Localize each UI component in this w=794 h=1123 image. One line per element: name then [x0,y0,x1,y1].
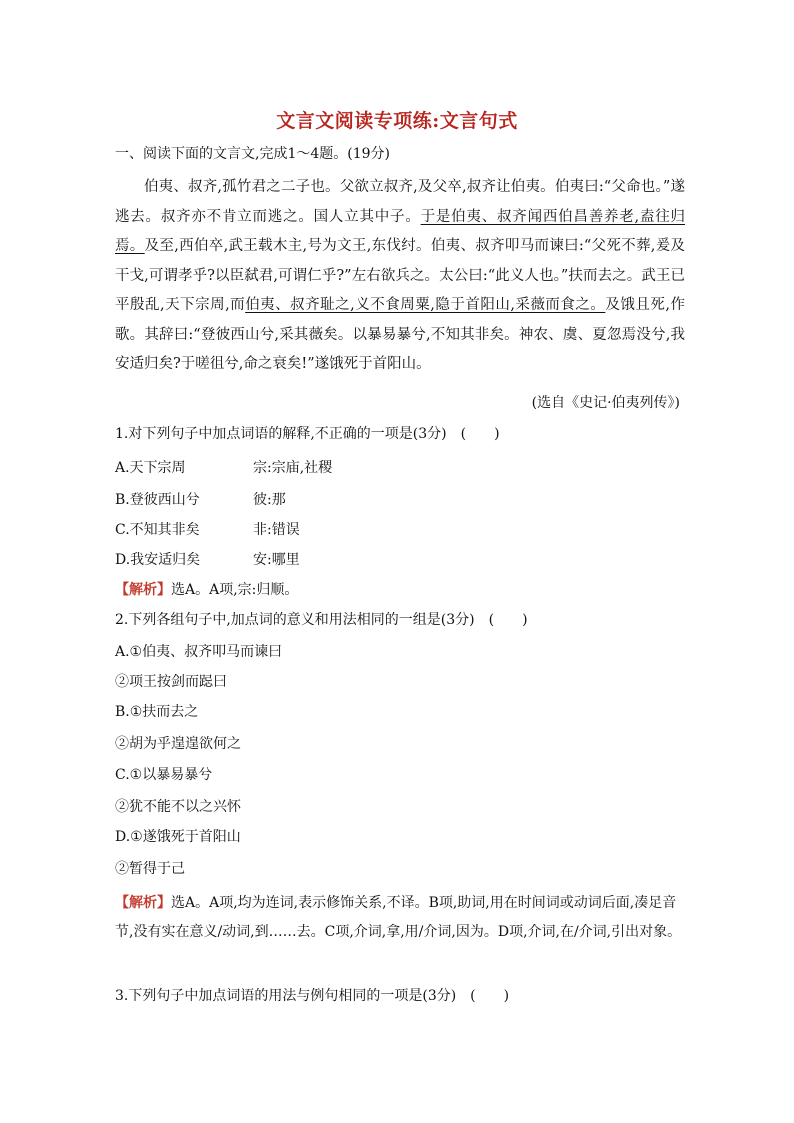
q2-line-c2: ②犹不能不以之兴怀 [115,799,241,815]
passage-segment-3: 及饿且死,作歌。其辞曰:“登彼西山兮,采其薇矣。以暴易暴兮,不知其非矣。神农、虞、夏忽焉没兮,我安适归矣?于嗟徂兮,命之衰矣!”遂饿死于首阳山。 [115,297,686,372]
passage-underlined-sentence-2: 伯夷、叔齐耻之,义不食周粟,隐于首阳山,采薇而食之。 [245,297,606,313]
passage-underlined-sentence-1: 于是伯夷、叔齐闻西伯昌善养老,盍往归焉。 [115,208,686,254]
q2-line-b1: B.①扶而去之 [115,704,199,720]
q2-line-d2: ②暂得于己 [115,861,185,877]
q1-explanation-text: 选A。A项,宗:归顺。 [171,582,299,598]
q1-option-d-sentence: D.我安适归矣 [115,552,201,568]
q1-option-b-gloss: 彼:那 [253,492,286,508]
q2-explanation [115,889,690,947]
q1-option-a-gloss: 宗:宗庙,社稷 [253,460,333,476]
question-3-stem: 3.下列句子中加点词语的用法与例句相同的一项是(3分) ( ) [115,988,510,1004]
question-2-stem: 2.下列各组句子中,加点词的意义和用法相同的一组是(3分) ( ) [115,612,528,628]
q2-line-a1: A.①伯夷、叔齐叩马而谏曰 [115,644,283,660]
q1-option-c-gloss: 非:错误 [253,522,300,538]
passage-segment-2: 及至,西伯卒,武王载木主,号为文王,东伐纣。伯夷、叔齐叩马而谏曰:“父死不葬,爰及干戈,可谓孝乎?以臣弑君,可谓仁乎?”左右欲兵之。太公曰:“此义人也。”扶而去之。武王已平殷乱,天下宗周,而 [115,238,686,313]
q1-option-c-sentence: C.不知其非矣 [115,522,200,538]
passage-segment-1: 伯夷、叔齐,孤竹君之二子也。父欲立叔齐,及父卒,叔齐让伯夷。伯夷曰:“父命也。”遂逃去。叔齐亦不肯立而逃之。国人立其中子。 [115,179,685,225]
q2-line-d1: D.①遂饿死于首阳山 [115,829,241,845]
q2-line-c1: C.①以暴易暴兮 [115,767,213,783]
q2-explanation-tag: 【解析】 [115,895,171,911]
question-1-stem: 1.对下列句子中加点词语的解释,不正确的一项是(3分) ( ) [115,426,500,442]
page-title: 文言文阅读专项练:文言句式 [276,110,518,132]
q2-line-a2: ②项王按剑而跽曰 [115,674,227,690]
q2-line-b2: ②胡为乎遑遑欲何之 [115,736,241,752]
q1-explanation [115,580,298,600]
section-header: 一、阅读下面的文言文,完成1～4题。(19分) [115,146,391,162]
q1-explanation-tag: 【解析】 [115,582,171,598]
q1-option-a-sentence: A.天下宗周 [115,460,186,476]
q1-option-b-sentence: B.登彼西山兮 [115,492,200,508]
passage-source: (选自《史记·伯夷列传》) [531,395,680,411]
classical-passage [115,173,685,380]
q2-explanation-text: 选A。A项,均为连词,表示修饰关系,不译。B项,助词,用在时间词或动词后面,凑足音节,没有实在意义/动词,到……去。C项,介词,拿,用/介词,因为。D项,介词,在/介词,引出对象。 [115,895,682,940]
q1-option-d-gloss: 安:哪里 [253,552,300,568]
